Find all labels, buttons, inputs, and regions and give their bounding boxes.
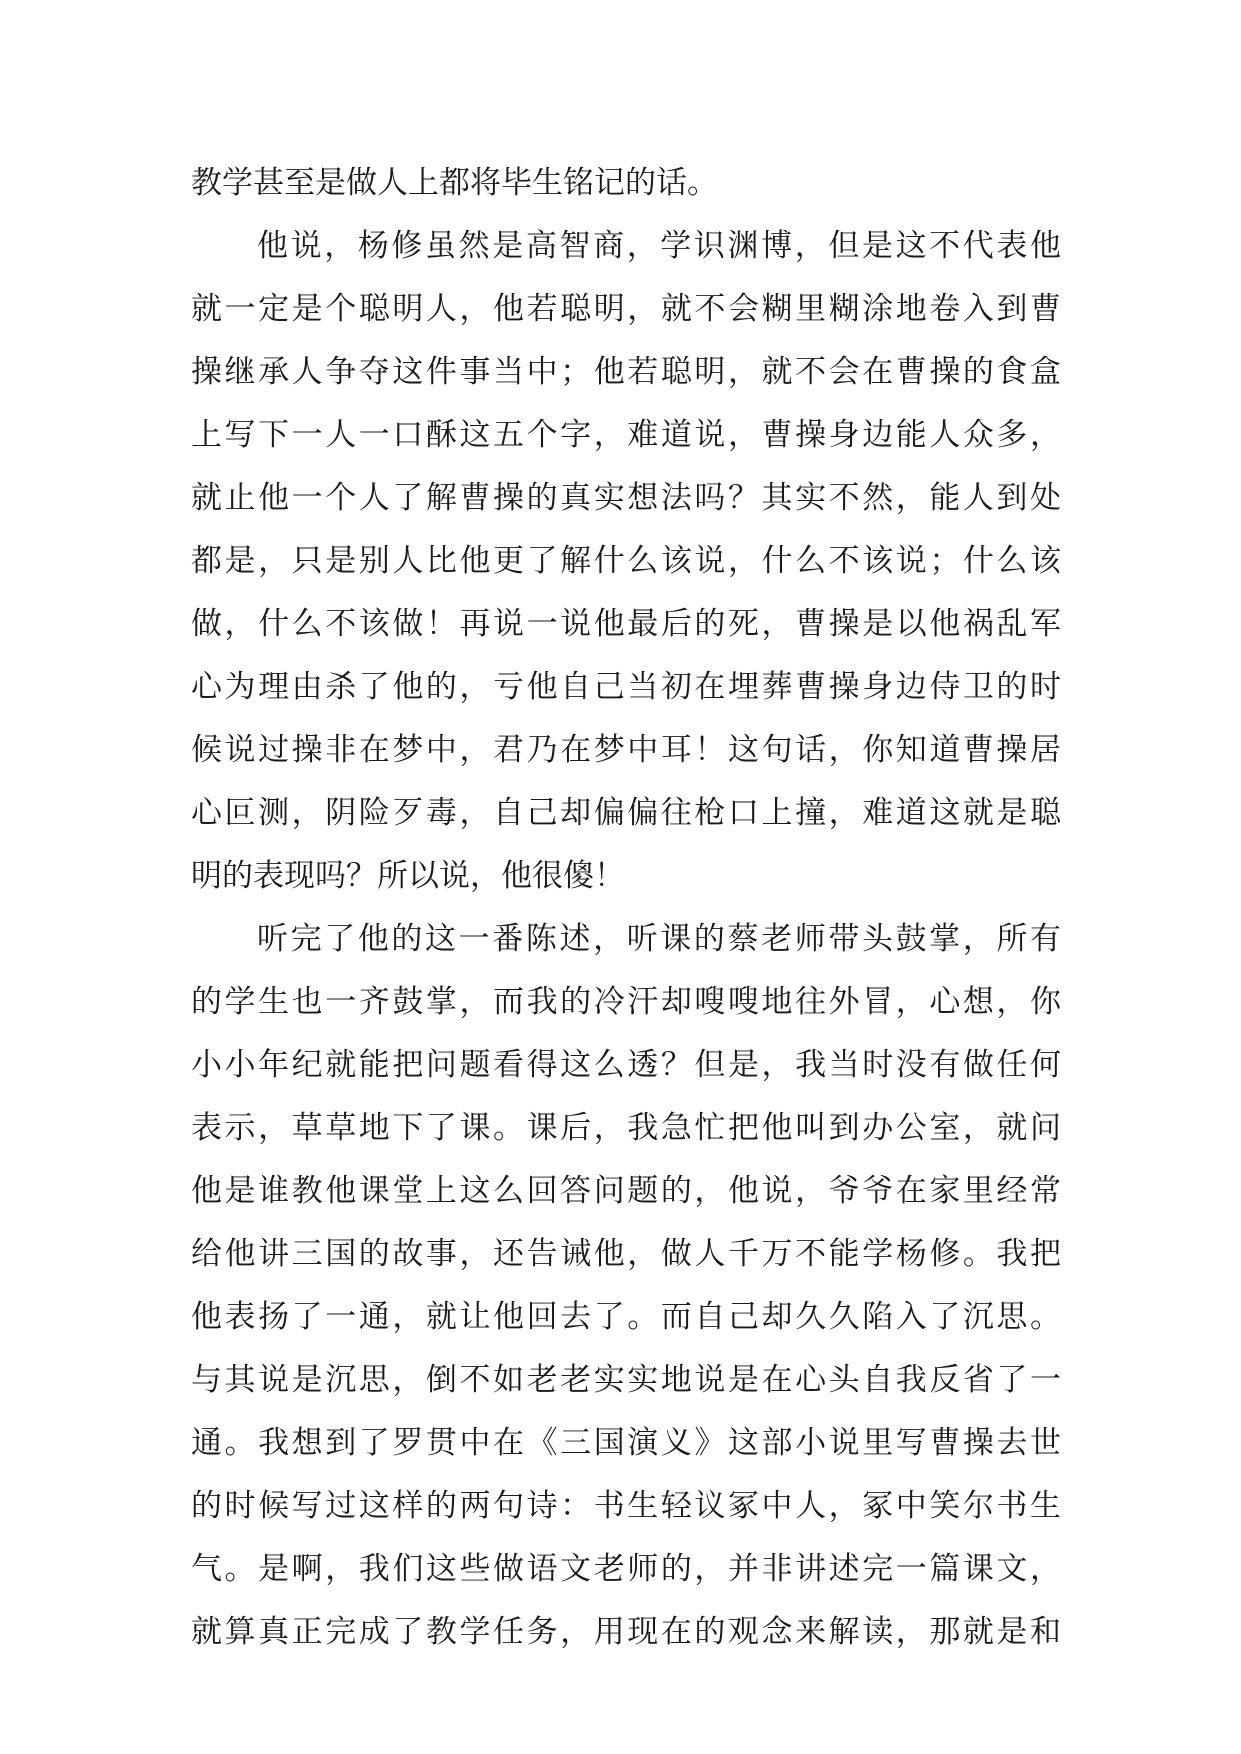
text-line: 他是谁教他课堂上这么回答问题的，他说，爷爷在家里经常 (191, 1173, 1061, 1209)
text-line: 与其说是沉思，倒不如老老实实地说是在心头自我反省了一 (191, 1362, 1061, 1398)
text-line: 心为理由杀了他的，亏他自己当初在埋葬曹操身边侍卫的时 (191, 669, 1061, 705)
text-line: 操继承人争夺这件事当中；他若聪明，就不会在曹操的食盒 (191, 354, 1061, 390)
text-line: 的时候写过这样的两句诗：书生轻议冢中人，冢中笑尔书生 (191, 1488, 1061, 1524)
text-line: 就一定是个聪明人，他若聪明，就不会糊里糊涂地卷入到曹 (191, 291, 1061, 327)
text-line: 的学生也一齐鼓掌，而我的冷汗却嗖嗖地往外冒，心想，你 (191, 984, 1061, 1020)
text-line: 给他讲三国的故事，还告诫他，做人千万不能学杨修。我把 (191, 1236, 1061, 1272)
text-line: 就算真正完成了教学任务，用现在的观念来解读，那就是和 (191, 1614, 1061, 1650)
paragraph-first-line: 他说，杨修虽然是高智商，学识渊博，但是这不代表他 (257, 228, 1061, 264)
text-line: 通。我想到了罗贯中在《三国演义》这部小说里写曹操去世 (191, 1425, 1061, 1461)
text-line: 就止他一个人了解曹操的真实想法吗？其实不然，能人到处 (191, 480, 1061, 516)
text-line: 做，什么不该做！再说一说他最后的死，曹操是以他祸乱军 (191, 606, 1061, 642)
text-line: 气。是啊，我们这些做语文老师的，并非讲述完一篇课文， (191, 1551, 1061, 1587)
text-line: 心叵测，阴险歹毒，自己却偏偏往枪口上撞，难道这就是聪 (191, 795, 1061, 831)
paragraph-first-line: 听完了他的这一番陈述，听课的蔡老师带头鼓掌，所有 (257, 921, 1061, 957)
text-line: 明的表现吗？所以说，他很傻！ (191, 858, 625, 894)
text-line: 上写下一人一口酥这五个字，难道说，曹操身边能人众多， (191, 417, 1061, 453)
text-line: 教学甚至是做人上都将毕生铭记的话。 (191, 165, 718, 201)
text-line: 表示，草草地下了课。课后，我急忙把他叫到办公室，就问 (191, 1110, 1061, 1146)
text-line: 都是，只是别人比他更了解什么该说，什么不该说；什么该 (191, 543, 1061, 579)
body-text (191, 152, 1061, 1664)
text-line: 他表扬了一通，就让他回去了。而自己却久久陷入了沉思。 (191, 1299, 1061, 1335)
text-line: 小小年纪就能把问题看得这么透？但是，我当时没有做任何 (191, 1047, 1061, 1083)
text-line: 候说过操非在梦中，君乃在梦中耳！这句话，你知道曹操居 (191, 732, 1061, 768)
